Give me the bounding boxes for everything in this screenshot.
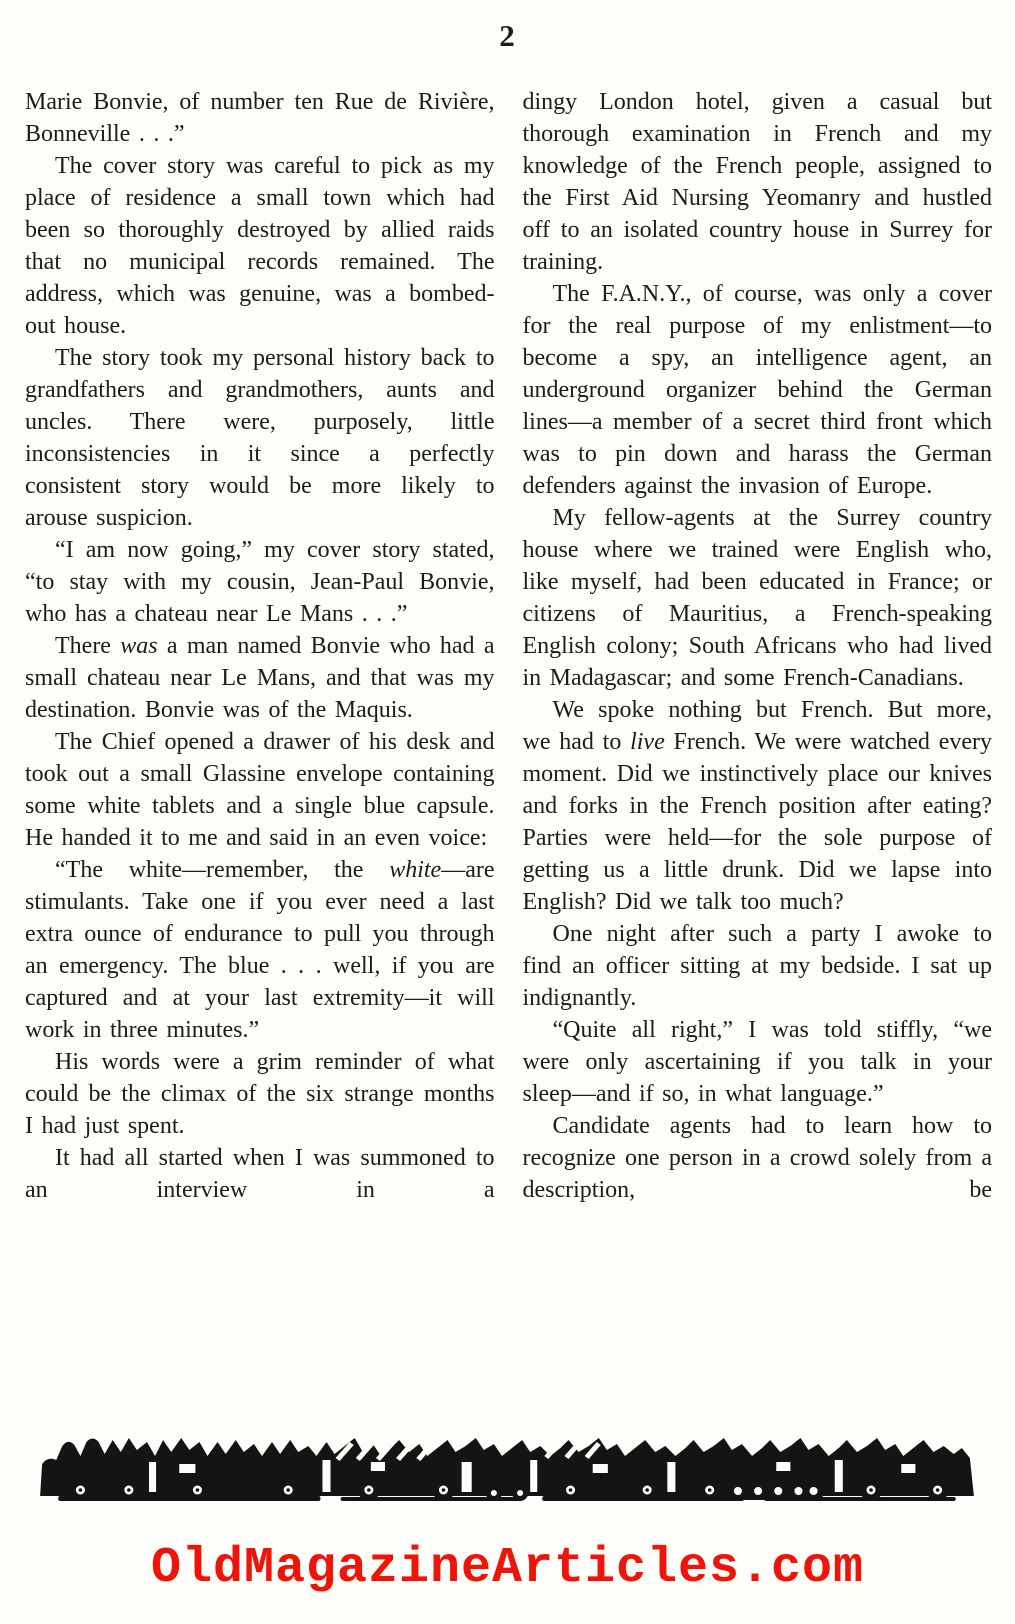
paragraph: “I am now going,” my cover story stated, “to stay with my cousin, Jean-Paul Bonvie, who has a chateau near Le Mans . . .” [25,537,495,627]
paragraph: dingy London hotel, given a casual but thorough examination in French and my knowledge of the French people, assigned to the First Aid Nursing Yeomanry and hustled off to an isolated country house in Surrey for training. [522,89,992,275]
convoy-illustration [28,1412,986,1504]
paragraph: It had all started when I was summoned to an interview in a [25,1145,495,1203]
paragraph: The cover story was careful to pick as my place of residence a small town which had been so thoroughly destroyed by allied raids that no municipal records remained. The address, which was genuine, was a bombed-out house. [25,153,495,339]
paragraph: “Quite all right,” I was told stiffly, “we were only ascertaining if you talk in your sleep—and if so, in what language.” [522,1017,992,1107]
article-body [25,86,992,1206]
paragraph: We spoke nothing but French. But more, we had to live French. We were watched every moment. Did we instinctively place our knives and forks in the French position after eating? Parties were held—for the sole purpose of getting us a little drunk. Did we lapse into English? Did we talk too much? [522,697,992,915]
paragraph: There was a man named Bonvie who had a small chateau near Le Mans, and that was my destination. Bonvie was of the Maquis. [25,633,495,723]
paragraph: The story took my personal history back to grandfathers and grandmothers, aunts and uncles. There were, purposely, little inconsistencies in it since a perfectly consistent story would be more likely to arouse suspicion. [25,345,495,531]
watermark: OldMagazineArticles.com [150,1540,865,1597]
paragraph: The F.A.N.Y., of course, was only a cover for the real purpose of my enlistment—to become a spy, an intelligence agent, an underground organizer behind the German lines—a member of a secret third front which was to pin down and harass the German defenders against the invasion of Europe. [522,281,992,499]
paragraph: His words were a grim reminder of what could be the climax of the six strange months I had just spent. [25,1049,495,1139]
paragraph: The Chief opened a drawer of his desk and took out a small Glassine envelope containing some white tablets and a single blue capsule. He handed it to me and said in an even voice: [25,729,495,851]
paragraph: One night after such a party I awoke to find an officer sitting at my bedside. I sat up indignantly. [522,921,992,1011]
paragraph: “The white—remember, the white—are stimulants. Take one if you ever need a last extra ounce of endurance to pull you through an emergency. The blue . . . well, if you are captured and at your last extremity—it will work in three minutes.” [25,857,495,1043]
page-number: 2 [499,18,516,53]
paragraph: My fellow-agents at the Surrey country house where we trained were English who, like myself, had been educated in France; or citizens of Mauritius, a French-speaking English colony; South Africans who had lived in Madagascar; and some French-Canadians. [522,505,992,691]
paragraph: Candidate agents had to learn how to recognize one person in a crowd solely from a description, be [522,1113,992,1203]
right-column [523,86,993,1206]
left-column [25,86,495,1206]
paragraph: Marie Bonvie, of number ten Rue de Rivière, Bonneville . . .” [25,89,495,147]
